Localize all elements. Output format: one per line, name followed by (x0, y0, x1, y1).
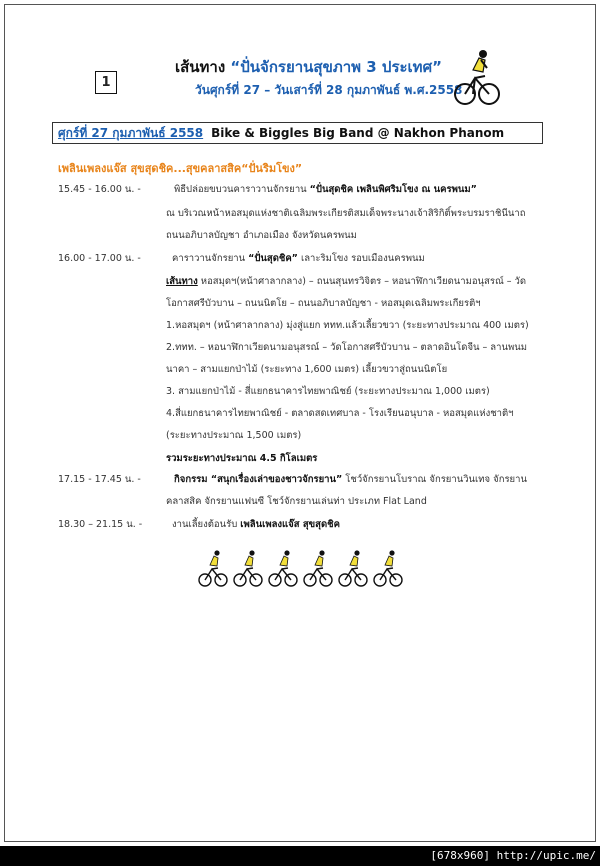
cyclist-icon (304, 550, 332, 586)
route-text-1: หอสมุดฯ(หน้าศาลากลาง) – ถนนสุนทรวิจิตร – หอนาฬิกาเวียดนามอนุสรณ์ – วัด (197, 276, 527, 287)
title-prefix: เส้นทาง (175, 58, 226, 76)
route-line-2: โอกาสศรีบัวบาน – ถนนนิตโย – ถนนอภิบาลบัญชา - หอสมุดเฉลิมพระเกียรติฯ (166, 298, 481, 309)
page-title (175, 55, 442, 79)
footer-watermark: [678x960] http://upic.me/ (430, 849, 596, 862)
item-3-label: กิจกรรม (174, 474, 211, 485)
cyclist-icon (453, 46, 501, 108)
item-4-text: งานเลี้ยงต้อนรับ (172, 519, 241, 530)
cyclist-icon (234, 550, 262, 586)
footer-bar (0, 846, 600, 866)
route-step-3: 3. สามแยกป่าไม้ - สี่แยกธนาคารไทยพาณิชย์ (ระยะทางประมาณ 1,000 เมตร) (166, 386, 490, 397)
schedule-item-2 (172, 251, 425, 266)
schedule-item-3 (174, 472, 527, 487)
item-3-bold: “สนุกเรื่องเล่าของชาวจักรยาน” (210, 474, 343, 485)
schedule-time-2: 16.00 - 17.00 น. - (58, 253, 141, 264)
page-subtitle: วันศุกร์ที่ 27 – วันเสาร์ที่ 28 กุมภาพันธ์ พ.ศ.2558 (195, 83, 463, 97)
schedule-time-4: 18.30 – 21.15 น. - (58, 519, 143, 530)
route-step-2a: 2.ททท. – หอนาฬิกาเวียดนามอนุสรณ์ – วัดโอกาสศรีบัวบาน – ตลาดอินโดจีน – ลานพนม (166, 342, 527, 353)
schedule-time-1: 15.45 - 16.00 น. - (58, 184, 141, 195)
cyclist-icon (374, 550, 402, 586)
title-quote: “ปั่นจักรยานสุขภาพ 3 ประเทศ” (230, 58, 442, 76)
item-1-text: พิธีปล่อยขบวนคาราวานจักรยาน (174, 184, 310, 195)
item-2-text: คาราวานจักรยาน (172, 253, 249, 264)
item-3-line-2: คลาสสิค จักรยานแฟนซี โชว์จักรยานเล่นท่า ประเภท Flat Land (166, 496, 427, 507)
route-step-2b: นาคา – สามแยกป่าไม้ (ระยะทาง 1,600 เมตร) เลี้ยวขวาสู่ถนนนิตโย (166, 364, 448, 375)
section-title: เพลินเพลงแจ๊ส สุขสุดชิค...สุขคลาสสิค“ปั่นริมโขง” (58, 162, 303, 175)
route-line-1 (166, 274, 526, 289)
route-step-4a: 4.สี่แยกธนาคารไทยพาณิชย์ - ตลาดสดเทศบาล - โรงเรียนอนุบาล - หอสมุดแห่งชาติฯ (166, 408, 514, 419)
item-1-bold: “ปั่นสุดชิค เพลินพิศริมโขง ณ นครพนม” (309, 184, 477, 195)
date-bar (52, 122, 543, 144)
date-bar-event: Bike & Biggles Big Band @ Nakhon Phanom (211, 126, 505, 140)
cyclist-icon (339, 550, 367, 586)
schedule-time-3: 17.15 - 17.45 น. - (58, 474, 141, 485)
item-2-bold: “ปั่นสุดชิค” (248, 253, 298, 264)
page-number: 1 (95, 71, 117, 94)
date-bar-date: ศุกร์ที่ 27 กุมภาพันธ์ 2558 (58, 126, 204, 140)
item-2-post: เลาะริมโขง รอบเมืองนครพนม (297, 253, 425, 264)
cyclist-row (198, 548, 408, 590)
schedule-item-1 (174, 182, 477, 197)
item-1-line-2: ณ บริเวณหน้าหอสมุดแห่งชาติเฉลิมพระเกียรติสมเด็จพระนางเจ้าสิริกิติ์พระบรมราชินีนาถ (166, 208, 526, 219)
cyclist-icon (199, 550, 227, 586)
schedule-item-4 (172, 517, 340, 532)
route-step-4b: (ระยะทางประมาณ 1,500 เมตร) (166, 430, 302, 441)
route-step-1: 1.หอสมุดฯ (หน้าศาลากลาง) มุ่งสู่แยก ททท.แล้วเลี้ยวขวา (ระยะทางประมาณ 400 เมตร) (166, 320, 529, 331)
item-4-bold: เพลินเพลงแจ๊ส สุขสุดชิค (240, 519, 340, 530)
item-1-line-3: ถนนอภิบาลบัญชา อำเภอเมือง จังหวัดนครพนม (166, 230, 357, 241)
route-total: รวมระยะทางประมาณ 4.5 กิโลเมตร (166, 453, 318, 464)
item-3-post: โชว์จักรยานโบราณ จักรยานวินเทจ จักรยาน (342, 474, 527, 485)
cyclist-icon (269, 550, 297, 586)
route-label: เส้นทาง (166, 276, 198, 287)
